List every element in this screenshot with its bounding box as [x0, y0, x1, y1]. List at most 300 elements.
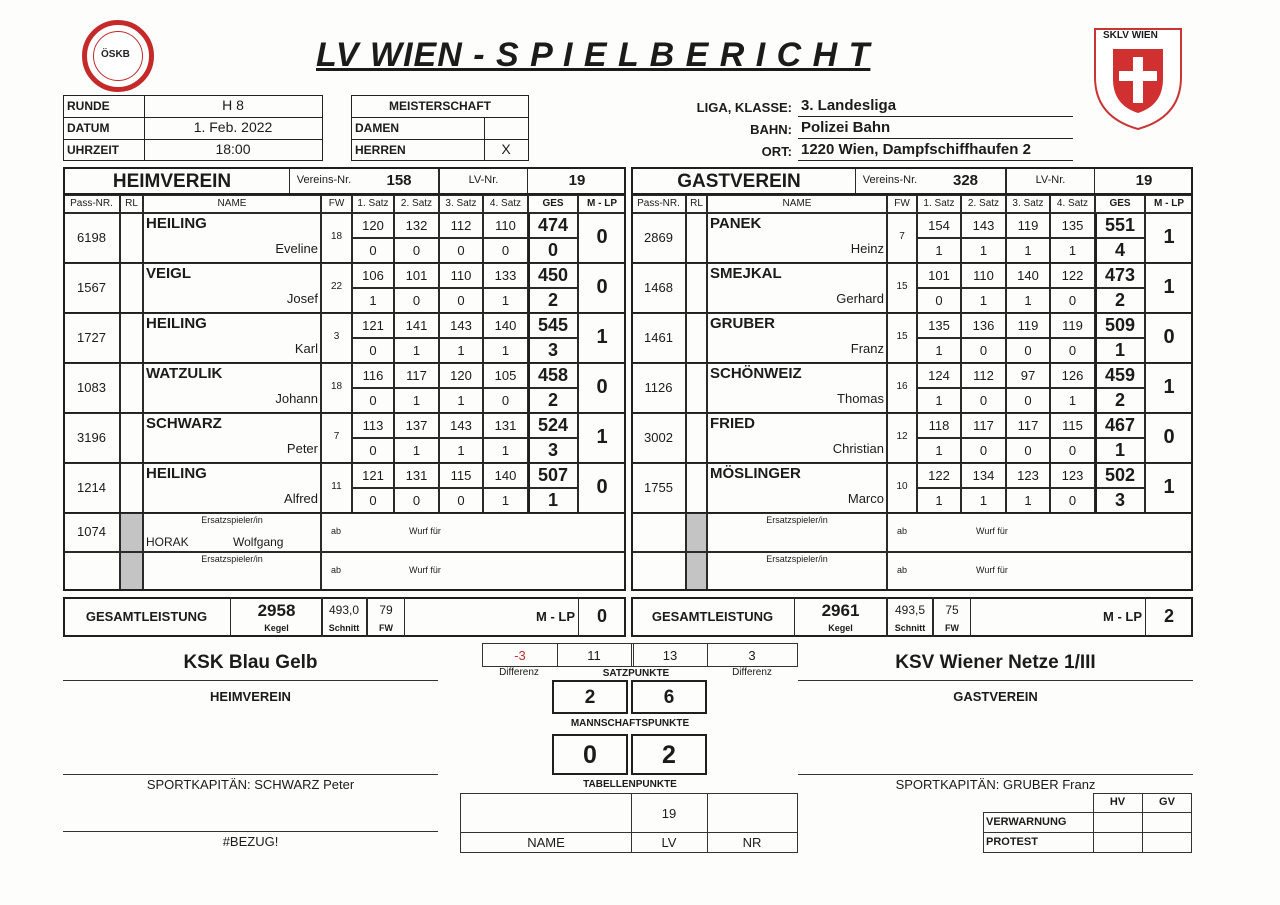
rl-cell — [686, 313, 707, 363]
guest-col-label-s1: 1. Satz — [923, 198, 955, 209]
player-pass-number: 1567 — [77, 280, 106, 295]
player-last-name: MÖSLINGER — [710, 465, 801, 482]
sub-label: Ersatzspieler/in — [201, 554, 263, 564]
set-point: 0 — [1068, 443, 1077, 458]
sub-wurf-label: Wurf für — [409, 565, 441, 575]
set-score: 123 — [1017, 468, 1039, 483]
player-last-name: HEILING — [146, 215, 207, 232]
set-point: 0 — [457, 293, 465, 308]
oeskb-logo — [82, 20, 154, 92]
set-point: 0 — [1024, 443, 1032, 458]
guest-total-kegel: 2961 — [821, 601, 860, 620]
guest-vereins-nr: 328 — [952, 172, 979, 189]
player-fw: 7 — [333, 431, 340, 442]
set-point: 1 — [979, 493, 988, 508]
guest-col-label-mlp: M - LP — [1154, 198, 1184, 209]
player-fw: 10 — [896, 481, 908, 492]
set-score: 154 — [928, 218, 950, 233]
runde-label: RUNDE — [67, 99, 110, 113]
home-schnitt-label: Schnitt — [328, 623, 360, 633]
guest-fw-label: FW — [945, 623, 959, 633]
player-pass-number: 1083 — [77, 380, 106, 395]
player-set-points: 2 — [1114, 390, 1125, 410]
rl-cell — [686, 263, 707, 313]
set-score: 119 — [1017, 318, 1039, 333]
set-score: 131 — [405, 468, 428, 483]
set-point: 0 — [1024, 343, 1032, 358]
sub-wurf-label: Wurf für — [976, 526, 1008, 536]
rl-cell — [120, 463, 143, 513]
meisterschaft-table — [351, 95, 529, 161]
player-pass-number: 1461 — [644, 330, 673, 345]
rl-cell — [686, 413, 707, 463]
set-point: 1 — [935, 343, 943, 358]
home-captain: SPORTKAPITÄN: SCHWARZ Peter — [146, 777, 355, 792]
home-col-label-pass: Pass-NR. — [70, 198, 113, 209]
set-point: 1 — [412, 443, 421, 458]
player-pass-number: 1214 — [77, 480, 106, 495]
guest-schnitt-label: Schnitt — [894, 623, 926, 633]
sub-detail-cell — [887, 552, 1193, 591]
uhrzeit-label: UHRZEIT — [67, 143, 119, 157]
home-col-label-fw: FW — [328, 198, 345, 209]
set-point: 0 — [501, 393, 510, 408]
home-kegel-label: Kegel — [264, 623, 289, 633]
guest-set-total: 13 — [662, 648, 678, 663]
set-point: 0 — [412, 243, 421, 258]
guest-difference: 3 — [748, 648, 756, 663]
sub-wurf-label: Wurf für — [976, 565, 1008, 575]
runde-value: H 8 — [222, 97, 244, 113]
player-first-name: Karl — [294, 341, 318, 356]
guest-col-label-fw: FW — [894, 198, 910, 209]
player-set-points: 1 — [1114, 340, 1125, 360]
player-mlp: 0 — [1163, 326, 1175, 348]
set-point: 1 — [935, 493, 943, 508]
summary-sets — [482, 643, 798, 667]
set-point: 0 — [369, 343, 377, 358]
player-fw: 18 — [330, 231, 343, 242]
set-point: 0 — [935, 293, 943, 308]
guest-team-title: GASTVEREIN — [677, 171, 801, 192]
guest-col-label-s2: 2. Satz — [967, 198, 1000, 209]
set-score: 116 — [362, 368, 384, 383]
player-fw: 16 — [896, 381, 908, 392]
player-mlp: 1 — [1163, 376, 1175, 398]
player-first-name: Johann — [275, 391, 318, 406]
home-vereins-label: Vereins-Nr. — [296, 174, 352, 186]
player-mlp: 1 — [1163, 226, 1175, 248]
set-score: 115 — [1062, 418, 1083, 433]
set-score: 101 — [405, 268, 428, 283]
set-score: 117 — [406, 368, 427, 383]
player-set-points: 4 — [1114, 240, 1125, 260]
home-total-schnitt: 493,0 — [328, 603, 360, 617]
set-score: 105 — [494, 368, 517, 383]
set-score: 110 — [495, 218, 516, 233]
set-point: 1 — [457, 443, 465, 458]
set-point: 1 — [501, 343, 510, 358]
set-point: 0 — [979, 343, 988, 358]
player-first-name: Thomas — [837, 391, 884, 406]
home-lv-nr: 19 — [568, 172, 586, 189]
guest-col-label-rl: RL — [690, 198, 703, 209]
player-pass-number: 1126 — [644, 380, 673, 395]
player-mlp: 0 — [596, 226, 608, 248]
set-score: 112 — [973, 368, 994, 383]
venue-info — [640, 97, 1080, 163]
player-mlp: 1 — [1163, 276, 1175, 298]
player-first-name: Eveline — [275, 241, 318, 256]
set-point: 1 — [501, 443, 510, 458]
sub-detail-cell — [321, 513, 626, 552]
player-total: 524 — [537, 415, 569, 435]
set-score: 113 — [362, 418, 384, 433]
guest-mannschaftspunkte-box — [631, 734, 707, 775]
sub-label: Ersatzspieler/in — [201, 515, 263, 525]
home-satzpunkte: 2 — [584, 687, 596, 708]
home-col-label-s4: 4. Satz — [489, 198, 522, 209]
datum-value: 1. Feb. 2022 — [193, 119, 273, 135]
player-last-name: FRIED — [710, 415, 755, 432]
set-score: 121 — [362, 468, 384, 483]
sub-detail-cell — [887, 513, 1193, 552]
set-score: 97 — [1020, 368, 1036, 383]
match-info-table — [63, 95, 323, 161]
player-first-name: Alfred — [284, 491, 318, 506]
guest-mlp-label: M - LP — [1103, 609, 1142, 624]
rl-cell — [120, 263, 143, 313]
player-last-name: PANEK — [710, 215, 762, 232]
guest-mannschaftspunkte: 2 — [662, 741, 676, 769]
rl-cell — [686, 363, 707, 413]
sub-wurf-label: Wurf für — [409, 526, 441, 536]
home-fw-label: FW — [379, 623, 393, 633]
player-mlp: 1 — [1163, 476, 1175, 498]
sub-first-name: Wolfgang — [233, 535, 284, 549]
set-point: 1 — [935, 243, 943, 258]
home-col-label-ges: GES — [542, 198, 564, 209]
home-mlp-label: M - LP — [536, 609, 575, 624]
footer-lv-value: 19 — [661, 806, 677, 821]
gv-label: GV — [1159, 796, 1175, 808]
penalties-table — [983, 793, 1193, 853]
sub-rl-cell — [686, 552, 707, 591]
guest-lv-label: LV-Nr. — [1035, 174, 1066, 186]
player-fw: 3 — [333, 331, 340, 342]
player-first-name: Christian — [832, 441, 884, 456]
player-set-points: 2 — [547, 290, 558, 310]
player-first-name: Heinz — [850, 241, 884, 256]
home-club-name: KSK Blau Gelb — [183, 652, 318, 673]
hv-label: HV — [1109, 796, 1126, 808]
set-score: 123 — [1061, 468, 1084, 483]
player-last-name: SMEJKAL — [710, 265, 782, 282]
set-point: 1 — [369, 293, 377, 308]
set-point: 0 — [1068, 493, 1077, 508]
set-score: 119 — [1062, 318, 1083, 333]
set-score: 143 — [450, 318, 472, 333]
set-score: 119 — [1017, 218, 1039, 233]
player-pass-number: 2869 — [644, 230, 673, 245]
datum-label: DATUM — [67, 121, 110, 135]
rl-cell — [120, 413, 143, 463]
player-pass-number: 1727 — [77, 330, 106, 345]
player-first-name: Peter — [286, 441, 318, 456]
guest-total-mlp: 2 — [1163, 606, 1174, 626]
footer-nr-label: NR — [742, 835, 762, 850]
player-last-name: SCHÖNWEIZ — [710, 365, 802, 382]
home-col-label-s2: 2. Satz — [400, 198, 433, 209]
set-point: 1 — [1024, 493, 1032, 508]
protest-label: PROTEST — [986, 836, 1038, 848]
player-set-points: 3 — [547, 340, 558, 360]
home-col-label-s1: 1. Satz — [357, 198, 389, 209]
home-vereins-nr: 158 — [386, 172, 412, 189]
tabellenpunkte-table — [460, 793, 798, 853]
damen-label: DAMEN — [355, 121, 399, 135]
set-score: 110 — [450, 268, 472, 283]
bahn-label: BAHN: — [750, 122, 792, 137]
sub-detail-cell — [321, 552, 626, 591]
player-pass-number: 1468 — [644, 280, 673, 295]
guest-captain: SPORTKAPITÄN: GRUBER Franz — [895, 777, 1096, 792]
player-set-points: 3 — [547, 440, 558, 460]
liga-label: LIGA, KLASSE: — [696, 100, 792, 115]
home-mannschaftspunkte-box — [552, 734, 628, 775]
set-point: 0 — [369, 393, 377, 408]
player-last-name: HEILING — [146, 465, 207, 482]
guest-total-schnitt: 493,5 — [894, 603, 926, 617]
set-point: 0 — [501, 243, 510, 258]
ort-label: ORT: — [761, 144, 792, 159]
oeskb-logo-text: ÖSKB — [101, 49, 130, 60]
sklv-wien-logo — [1093, 27, 1183, 131]
player-total: 502 — [1104, 465, 1136, 485]
set-point: 1 — [1068, 243, 1077, 258]
player-mlp: 0 — [596, 276, 608, 298]
player-first-name: Marco — [847, 491, 884, 506]
player-total: 507 — [537, 465, 569, 485]
player-first-name: Franz — [850, 341, 884, 356]
player-set-points: 1 — [1114, 440, 1125, 460]
player-fw: 18 — [330, 381, 343, 392]
set-point: 1 — [412, 393, 421, 408]
set-score: 122 — [1061, 268, 1084, 283]
footer-name-label: NAME — [527, 835, 565, 850]
guest-difference-label: Differenz — [732, 667, 772, 678]
guest-vereins-label: Vereins-Nr. — [862, 174, 918, 186]
player-set-points: 0 — [547, 240, 558, 260]
home-col-label-mlp: M - LP — [587, 198, 617, 209]
player-fw: 12 — [896, 431, 908, 442]
home-total-fw: 79 — [379, 603, 393, 617]
player-mlp: 0 — [1163, 426, 1175, 448]
player-last-name: HEILING — [146, 315, 207, 332]
set-point: 0 — [412, 493, 421, 508]
rl-cell — [120, 213, 143, 263]
sub-pass-cell — [63, 552, 120, 591]
home-col-label-s3: 3. Satz — [445, 198, 477, 209]
set-point: 1 — [935, 393, 943, 408]
set-point: 0 — [979, 443, 988, 458]
set-point: 1 — [457, 343, 465, 358]
player-mlp: 0 — [596, 376, 608, 398]
player-fw: 22 — [330, 281, 343, 292]
sub-pass-cell — [631, 552, 686, 591]
home-team-title: HEIMVEREIN — [112, 171, 232, 192]
set-point: 1 — [935, 443, 943, 458]
rl-cell — [686, 463, 707, 513]
set-score: 120 — [450, 368, 472, 383]
player-total: 458 — [537, 365, 569, 385]
rl-cell — [120, 363, 143, 413]
sub-ab-label: ab — [331, 565, 342, 575]
player-fw: 15 — [896, 281, 908, 292]
home-col-label-rl: RL — [125, 198, 138, 209]
player-last-name: WATZULIK — [146, 365, 223, 382]
set-point: 0 — [457, 493, 465, 508]
sub-pass-cell — [631, 513, 686, 552]
page-title: LV WIEN - S P I E L B E R I C H T — [316, 36, 871, 74]
home-club-label: HEIMVEREIN — [210, 689, 291, 704]
set-score: 135 — [1061, 218, 1084, 233]
guest-total-label: GESAMTLEISTUNG — [651, 609, 774, 624]
set-score: 122 — [928, 468, 950, 483]
guest-club-name: KSV Wiener Netze 1/III — [895, 652, 1096, 673]
home-bezug: #BEZUG! — [222, 834, 279, 849]
player-total: 459 — [1104, 365, 1136, 385]
set-score: 101 — [928, 268, 950, 283]
guest-lv-nr: 19 — [1135, 172, 1153, 189]
set-score: 110 — [973, 268, 994, 283]
player-mlp: 0 — [596, 476, 608, 498]
set-point: 1 — [979, 243, 988, 258]
player-pass-number: 6198 — [77, 230, 106, 245]
guest-col-label-ges: GES — [1109, 198, 1131, 209]
herren-value: X — [501, 141, 511, 157]
home-total-label: GESAMTLEISTUNG — [85, 609, 208, 624]
player-first-name: Gerhard — [836, 291, 884, 306]
player-last-name: GRUBER — [710, 315, 776, 332]
set-point: 0 — [1024, 393, 1032, 408]
set-point: 0 — [1068, 343, 1077, 358]
tabellenpunkte-label: TABELLENPUNKTE — [583, 779, 677, 790]
guest-col-label-name: NAME — [782, 198, 812, 209]
set-point: 1 — [1024, 243, 1032, 258]
set-score: 117 — [973, 418, 994, 433]
sub-rl-cell — [120, 552, 143, 591]
set-score: 121 — [362, 318, 384, 333]
set-score: 141 — [405, 318, 428, 333]
set-point: 0 — [412, 293, 421, 308]
set-score: 137 — [405, 418, 428, 433]
player-last-name: VEIGL — [146, 265, 192, 282]
herren-label: HERREN — [355, 143, 406, 157]
set-point: 1 — [501, 293, 510, 308]
home-mannschaftspunkte: 0 — [583, 741, 597, 769]
set-point: 1 — [1068, 393, 1077, 408]
set-point: 0 — [369, 243, 377, 258]
player-set-points: 2 — [1114, 290, 1125, 310]
mannschaftspunkte-label: MANNSCHAFTSPUNKTE — [570, 718, 690, 729]
set-score: 133 — [494, 268, 517, 283]
player-pass-number: 3196 — [77, 430, 106, 445]
set-point: 0 — [1068, 293, 1077, 308]
sub-last-name: HORAK — [146, 535, 189, 549]
home-total-mlp: 0 — [596, 606, 607, 626]
player-mlp: 1 — [596, 326, 608, 348]
sub-rl-cell — [120, 513, 143, 552]
set-score: 132 — [405, 218, 428, 233]
set-score: 136 — [972, 318, 995, 333]
set-score: 135 — [928, 318, 950, 333]
set-point: 1 — [979, 293, 988, 308]
player-set-points: 2 — [547, 390, 558, 410]
player-pass-number: 1755 — [644, 480, 673, 495]
sub-rl-cell — [686, 513, 707, 552]
player-fw: 11 — [331, 481, 342, 492]
set-score: 117 — [1017, 418, 1039, 433]
player-set-points: 1 — [547, 490, 558, 510]
home-set-total: 11 — [587, 648, 601, 663]
uhrzeit-value: 18:00 — [215, 141, 251, 157]
home-total-kegel: 2958 — [257, 601, 296, 620]
player-total: 545 — [537, 315, 569, 335]
home-lv-label: LV-Nr. — [468, 174, 499, 186]
bahn-value: Polizei Bahn — [801, 119, 891, 136]
set-score: 106 — [362, 268, 384, 283]
set-score: 118 — [928, 418, 950, 433]
verwarnung-label: VERWARNUNG — [986, 816, 1067, 828]
sub-ab-label: ab — [897, 526, 908, 536]
set-score: 124 — [928, 368, 950, 383]
set-score: 140 — [494, 318, 517, 333]
satzpunkte-label: SATZPUNKTE — [602, 668, 670, 679]
set-point: 0 — [979, 393, 988, 408]
guest-col-label-s3: 3. Satz — [1012, 198, 1044, 209]
player-last-name: SCHWARZ — [146, 415, 222, 432]
sub-ab-label: ab — [331, 526, 342, 536]
guest-kegel-label: Kegel — [828, 623, 853, 633]
player-set-points: 3 — [1114, 490, 1125, 510]
sub-ab-label: ab — [897, 565, 908, 575]
home-difference-label: Differenz — [499, 667, 539, 678]
set-score: 143 — [972, 218, 995, 233]
guest-satzpunkte: 6 — [663, 687, 675, 708]
rl-cell — [120, 313, 143, 363]
home-col-label-name: NAME — [217, 198, 247, 209]
home-difference: -3 — [514, 648, 526, 663]
liga-value: 3. Landesliga — [801, 97, 897, 114]
set-score: 131 — [494, 418, 517, 433]
set-score: 134 — [972, 468, 995, 483]
player-first-name: Josef — [286, 291, 318, 306]
guest-col-label-pass: Pass-NR. — [637, 198, 680, 209]
player-total: 467 — [1104, 415, 1136, 435]
sub-pass-number: 1074 — [77, 524, 106, 539]
guest-club-label: GASTVEREIN — [953, 689, 1038, 704]
player-fw: 7 — [899, 231, 905, 242]
player-total: 474 — [537, 215, 569, 235]
set-point: 1 — [1024, 293, 1032, 308]
set-score: 115 — [450, 468, 472, 483]
guest-col-label-s4: 4. Satz — [1056, 198, 1089, 209]
set-point: 0 — [457, 243, 465, 258]
player-total: 551 — [1104, 215, 1136, 235]
ort-value: 1220 Wien, Dampfschiffhaufen 2 — [801, 141, 1031, 158]
guest-total-fw: 75 — [945, 603, 959, 617]
